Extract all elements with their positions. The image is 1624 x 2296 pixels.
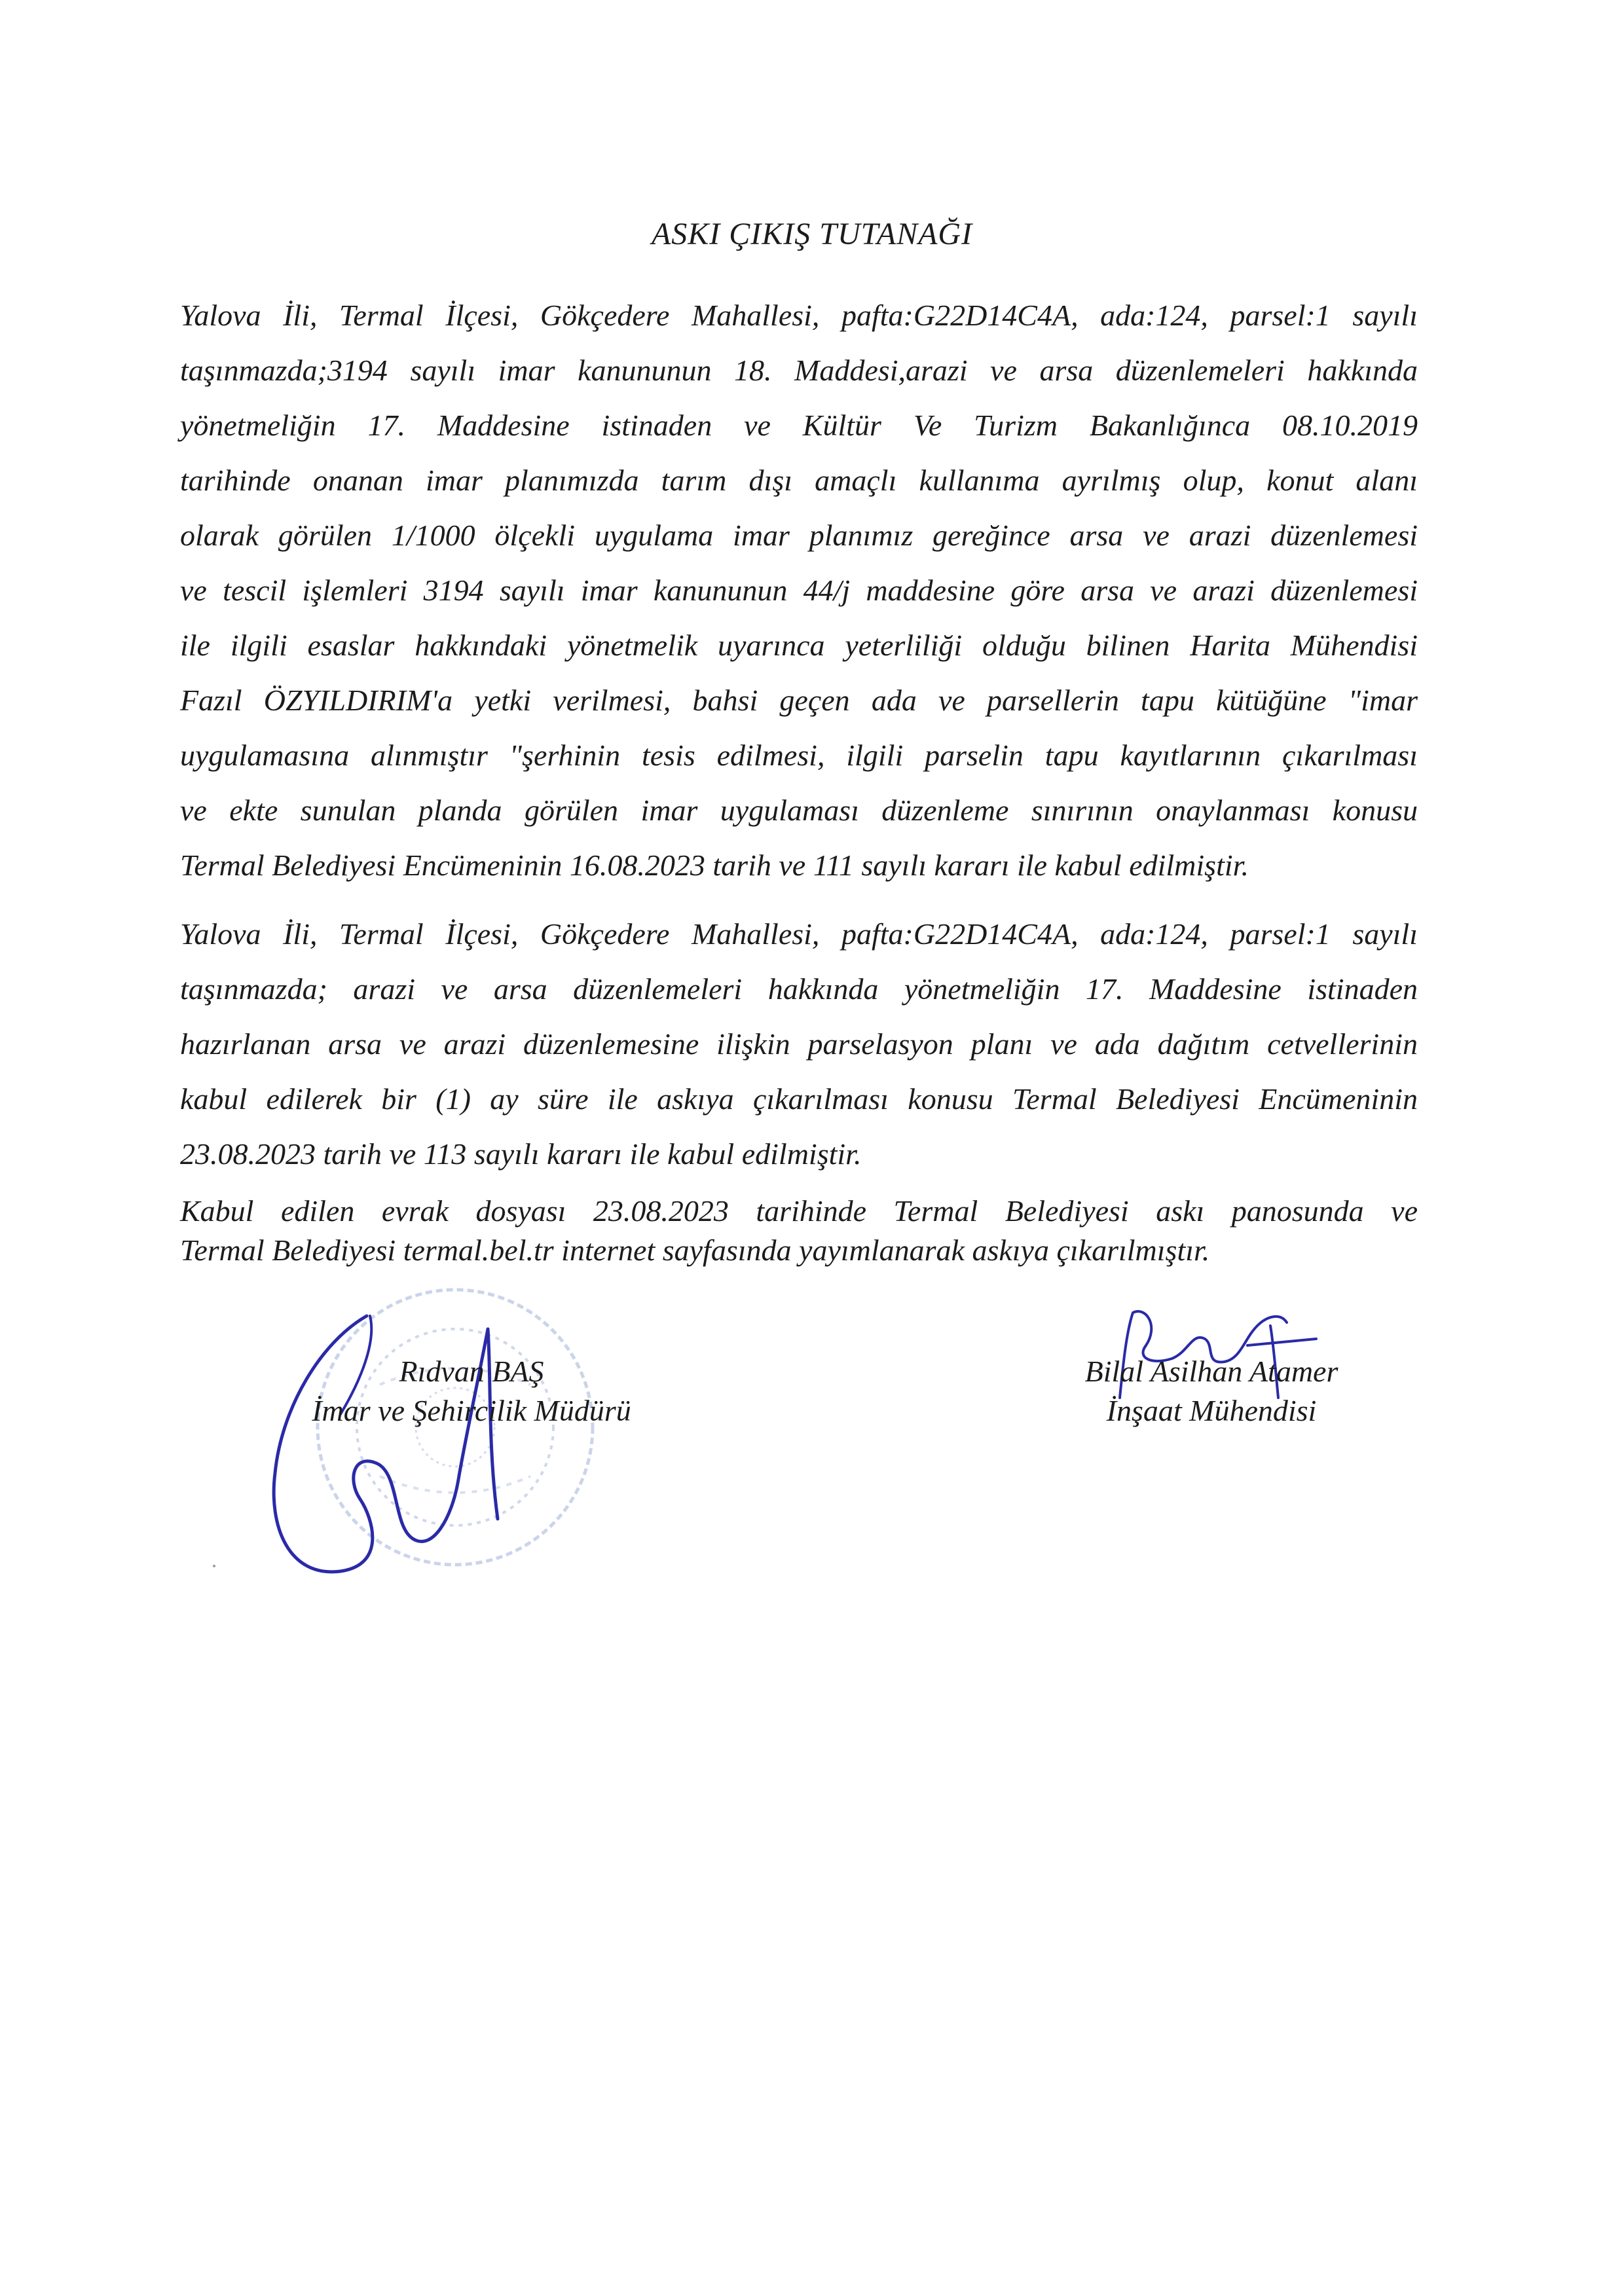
paragraph-line: yönetmeliğin 17. Maddesine istinaden ve Kültür Ve Turizm Bakanlığınca 08.10.2019	[180, 409, 1418, 442]
paragraph-line: ve ekte sunulan planda görülen imar uygulaması düzenleme sınırının onaylanması konusu	[180, 793, 1418, 827]
paragraph-line: olarak görülen 1/1000 ölçekli uygulama imar planımız gereğince arsa ve arazi düzenlemesi	[180, 519, 1418, 552]
paragraph-line: 23.08.2023 tarih ve 113 sayılı kararı ile kabul edilmiştir.	[180, 1137, 862, 1171]
paragraph-line: taşınmazda;3194 sayılı imar kanununun 18. Maddesi,arazi ve arsa düzenlemeleri hakkında	[180, 354, 1418, 387]
signatory-title-left: İmar ve Şehircilik Müdürü	[312, 1394, 631, 1427]
paragraph-3	[180, 1192, 1418, 1270]
paragraph-1	[180, 288, 1418, 893]
paragraph-line: Yalova İli, Termal İlçesi, Gökçedere Mahallesi, pafta:G22D14C4A, ada:124, parsel:1 sayılı	[180, 299, 1418, 332]
paragraph-line: uygulamasına alınmıştır "şerhinin tesis edilmesi, ilgili parselin tapu kayıtlarının çıkarılması	[180, 738, 1418, 772]
paragraph-line: tarihinde onanan imar planımızda tarım dışı amaçlı kullanıma ayrılmış olup, konut alanı	[180, 464, 1418, 497]
signatory-title-right: İnşaat Mühendisi	[1106, 1394, 1317, 1427]
signature-block-left	[268, 1352, 674, 1430]
paragraph-line: Fazıl ÖZYILDIRIM'a yetki verilmesi, bahsi geçen ada ve parsellerin tapu kütüğüne "imar	[180, 683, 1418, 717]
paragraph-line: taşınmazda; arazi ve arsa düzenlemeleri hakkında yönetmeliğin 17. Maddesine istinaden	[180, 972, 1418, 1006]
signatory-name-right: Bilal Asilhan Atamer	[1084, 1355, 1338, 1388]
signature-block-right	[1048, 1352, 1375, 1430]
paragraph-line: Yalova İli, Termal İlçesi, Gökçedere Mahallesi, pafta:G22D14C4A, ada:124, parsel:1 sayılı	[180, 917, 1418, 951]
paragraph-line: Kabul edilen evrak dosyası 23.08.2023 tarihinde Termal Belediyesi askı panosunda ve	[180, 1194, 1418, 1228]
paragraph-line: ve tescil işlemleri 3194 sayılı imar kanununun 44/j maddesine göre arsa ve arazi düzenlemesi	[180, 574, 1418, 607]
document-title: ASKI ÇIKIŞ TUTANAĞI	[651, 217, 973, 251]
paragraph-line: Termal Belediyesi termal.bel.tr internet sayfasında yayımlanarak askıya çıkarılmıştır.	[180, 1233, 1210, 1267]
paragraph-line: hazırlanan arsa ve arazi düzenlemesine ilişkin parselasyon planı ve ada dağıtım cetvellerinin	[180, 1027, 1418, 1061]
signature-scribble-left	[262, 1303, 511, 1591]
paragraph-line: ile ilgili esaslar hakkındaki yönetmelik uyarınca yeterliliği olduğu bilinen Harita Mühendisi	[180, 629, 1418, 662]
paragraph-line: kabul edilerek bir (1) ay süre ile askıya çıkarılması konusu Termal Belediyesi Encümeninin	[180, 1082, 1418, 1116]
paragraph-2	[180, 907, 1418, 1182]
scan-dot-mark	[213, 1565, 215, 1567]
paragraph-line: Termal Belediyesi Encümeninin 16.08.2023 tarih ve 111 sayılı kararı ile kabul edilmiştir.	[180, 848, 1249, 882]
signatory-name-left: Rıdvan BAŞ	[399, 1355, 544, 1388]
